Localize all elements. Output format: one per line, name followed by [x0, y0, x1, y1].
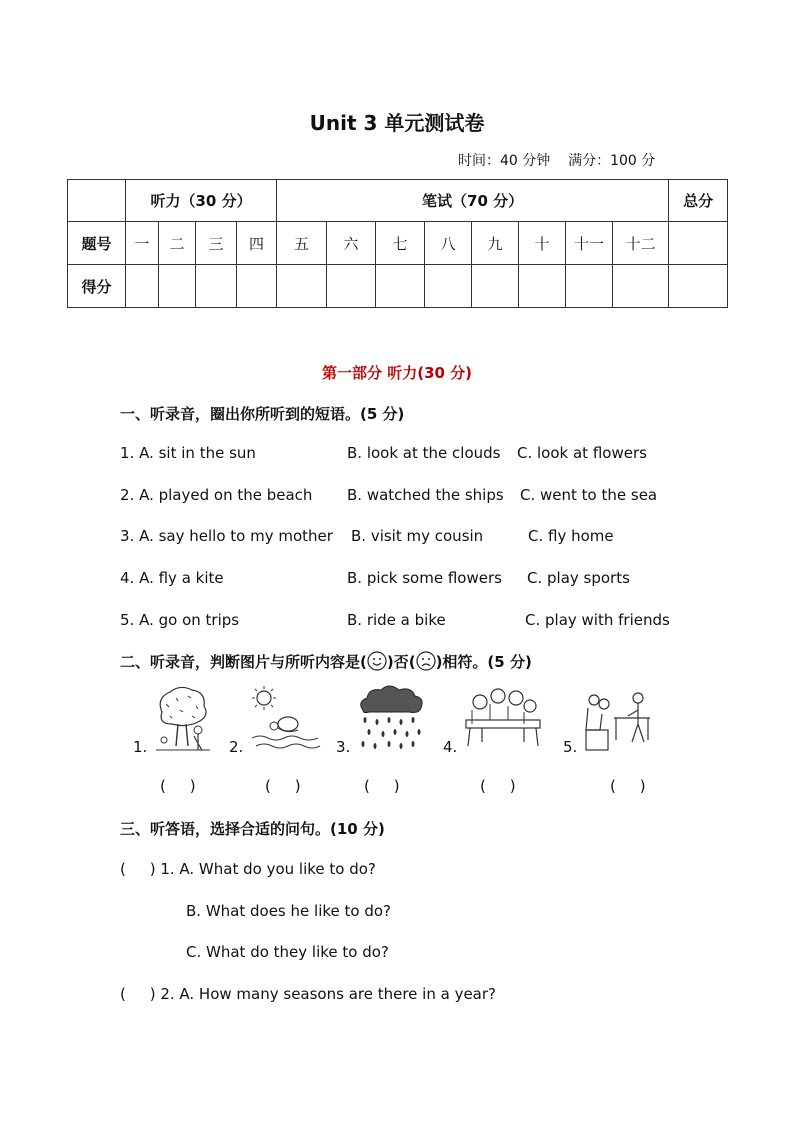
answer-paren[interactable]: ( ): [265, 777, 301, 795]
score-cell[interactable]: [159, 265, 196, 308]
q2-title-part2: )否(: [386, 653, 416, 671]
q2-title-part3: )相符。(5 分): [435, 653, 532, 671]
total-cell: [669, 222, 728, 265]
score-cell[interactable]: [566, 265, 613, 308]
question-number: 十一: [566, 222, 613, 265]
sad-face-icon: [416, 651, 436, 671]
picture-number: 4.: [443, 738, 458, 756]
score-cell[interactable]: [425, 265, 472, 308]
q1-title: 一、听录音，圈出你所听到的短语。(5 分): [120, 405, 405, 423]
q1-option-a[interactable]: 3. A. say hello to my mother: [120, 527, 333, 545]
picture-number: 5.: [563, 738, 578, 756]
score-cell[interactable]: [237, 265, 277, 308]
answer-paren[interactable]: ( ): [480, 777, 516, 795]
question-number: 一: [126, 222, 159, 265]
question-number: 十二: [613, 222, 669, 265]
question-number: 二: [159, 222, 196, 265]
question-number: 九: [472, 222, 519, 265]
question-number: 七: [376, 222, 425, 265]
question-number: 六: [327, 222, 376, 265]
score-cell[interactable]: [519, 265, 566, 308]
question-number: 八: [425, 222, 472, 265]
total-score-cell[interactable]: [669, 265, 728, 308]
score-cell[interactable]: [472, 265, 519, 308]
question-number: 三: [196, 222, 237, 265]
smiley-face-icon: [367, 651, 387, 671]
question-number: 五: [277, 222, 327, 265]
listening-header: 听力（30 分）: [126, 180, 277, 222]
q3-title: 三、听答语，选择合适的问句。(10 分): [120, 820, 385, 838]
answer-paren[interactable]: ( ): [364, 777, 400, 795]
score-cell[interactable]: [613, 265, 669, 308]
page-title: Unit 3 单元测试卷: [309, 111, 485, 135]
beach-swimming-picture: [248, 684, 322, 752]
q1-option-c[interactable]: C. went to the sea: [520, 486, 658, 504]
q3-question-line[interactable]: ( ) 1. A. What do you like to do?: [120, 860, 376, 878]
score-table-corner: [68, 180, 126, 222]
time-info: 时间：40 分钟 满分：100 分: [458, 153, 656, 169]
part1-title: 第一部分 听力(30 分): [321, 364, 473, 382]
q1-option-a[interactable]: 1. A. sit in the sun: [120, 444, 256, 462]
q1-option-b[interactable]: B. visit my cousin: [351, 527, 484, 545]
q2-title: [120, 651, 532, 672]
writing-header: 笔试（70 分）: [277, 180, 669, 222]
score-cell[interactable]: [376, 265, 425, 308]
q1-option-b[interactable]: B. look at the clouds: [347, 444, 501, 462]
q1-option-b[interactable]: B. pick some flowers: [347, 569, 502, 587]
answer-paren[interactable]: ( ): [610, 777, 646, 795]
picture-number: 3.: [336, 738, 351, 756]
question-number: 十: [519, 222, 566, 265]
q3-option-line[interactable]: C. What do they like to do?: [186, 943, 389, 961]
q1-option-c[interactable]: C. play with friends: [525, 611, 670, 629]
score-cell[interactable]: [196, 265, 237, 308]
q1-option-a[interactable]: 4. A. fly a kite: [120, 569, 224, 587]
score-cell[interactable]: [126, 265, 159, 308]
people-sitting-picture: [580, 690, 660, 754]
q1-option-c[interactable]: C. fly home: [528, 527, 614, 545]
q1-option-a[interactable]: 5. A. go on trips: [120, 611, 240, 629]
row-label-number: 题号: [68, 222, 126, 265]
family-dinner-picture: [462, 684, 544, 750]
picture-number: 1.: [133, 738, 148, 756]
q1-option-b[interactable]: B. ride a bike: [347, 611, 446, 629]
q1-option-b[interactable]: B. watched the ships: [347, 486, 504, 504]
q1-option-c[interactable]: C. look at flowers: [517, 444, 647, 462]
question-number: 四: [237, 222, 277, 265]
picture-number: 2.: [229, 738, 244, 756]
q1-option-c[interactable]: C. play sports: [527, 569, 630, 587]
tree-flowers-picture: [150, 684, 212, 754]
q2-title-part1: 二、听录音，判断图片与所听内容是(: [120, 653, 367, 671]
q3-option-line[interactable]: B. What does he like to do?: [186, 902, 391, 920]
rain-cloud-picture: [355, 684, 427, 754]
q3-question-line[interactable]: ( ) 2. A. How many seasons are there in a year?: [120, 985, 496, 1003]
q1-option-a[interactable]: 2. A. played on the beach: [120, 486, 313, 504]
row-label-score: 得分: [68, 265, 126, 308]
score-cell[interactable]: [277, 265, 327, 308]
score-table: [67, 179, 728, 308]
score-cell[interactable]: [327, 265, 376, 308]
total-header: 总分: [669, 180, 728, 222]
answer-paren[interactable]: ( ): [160, 777, 196, 795]
